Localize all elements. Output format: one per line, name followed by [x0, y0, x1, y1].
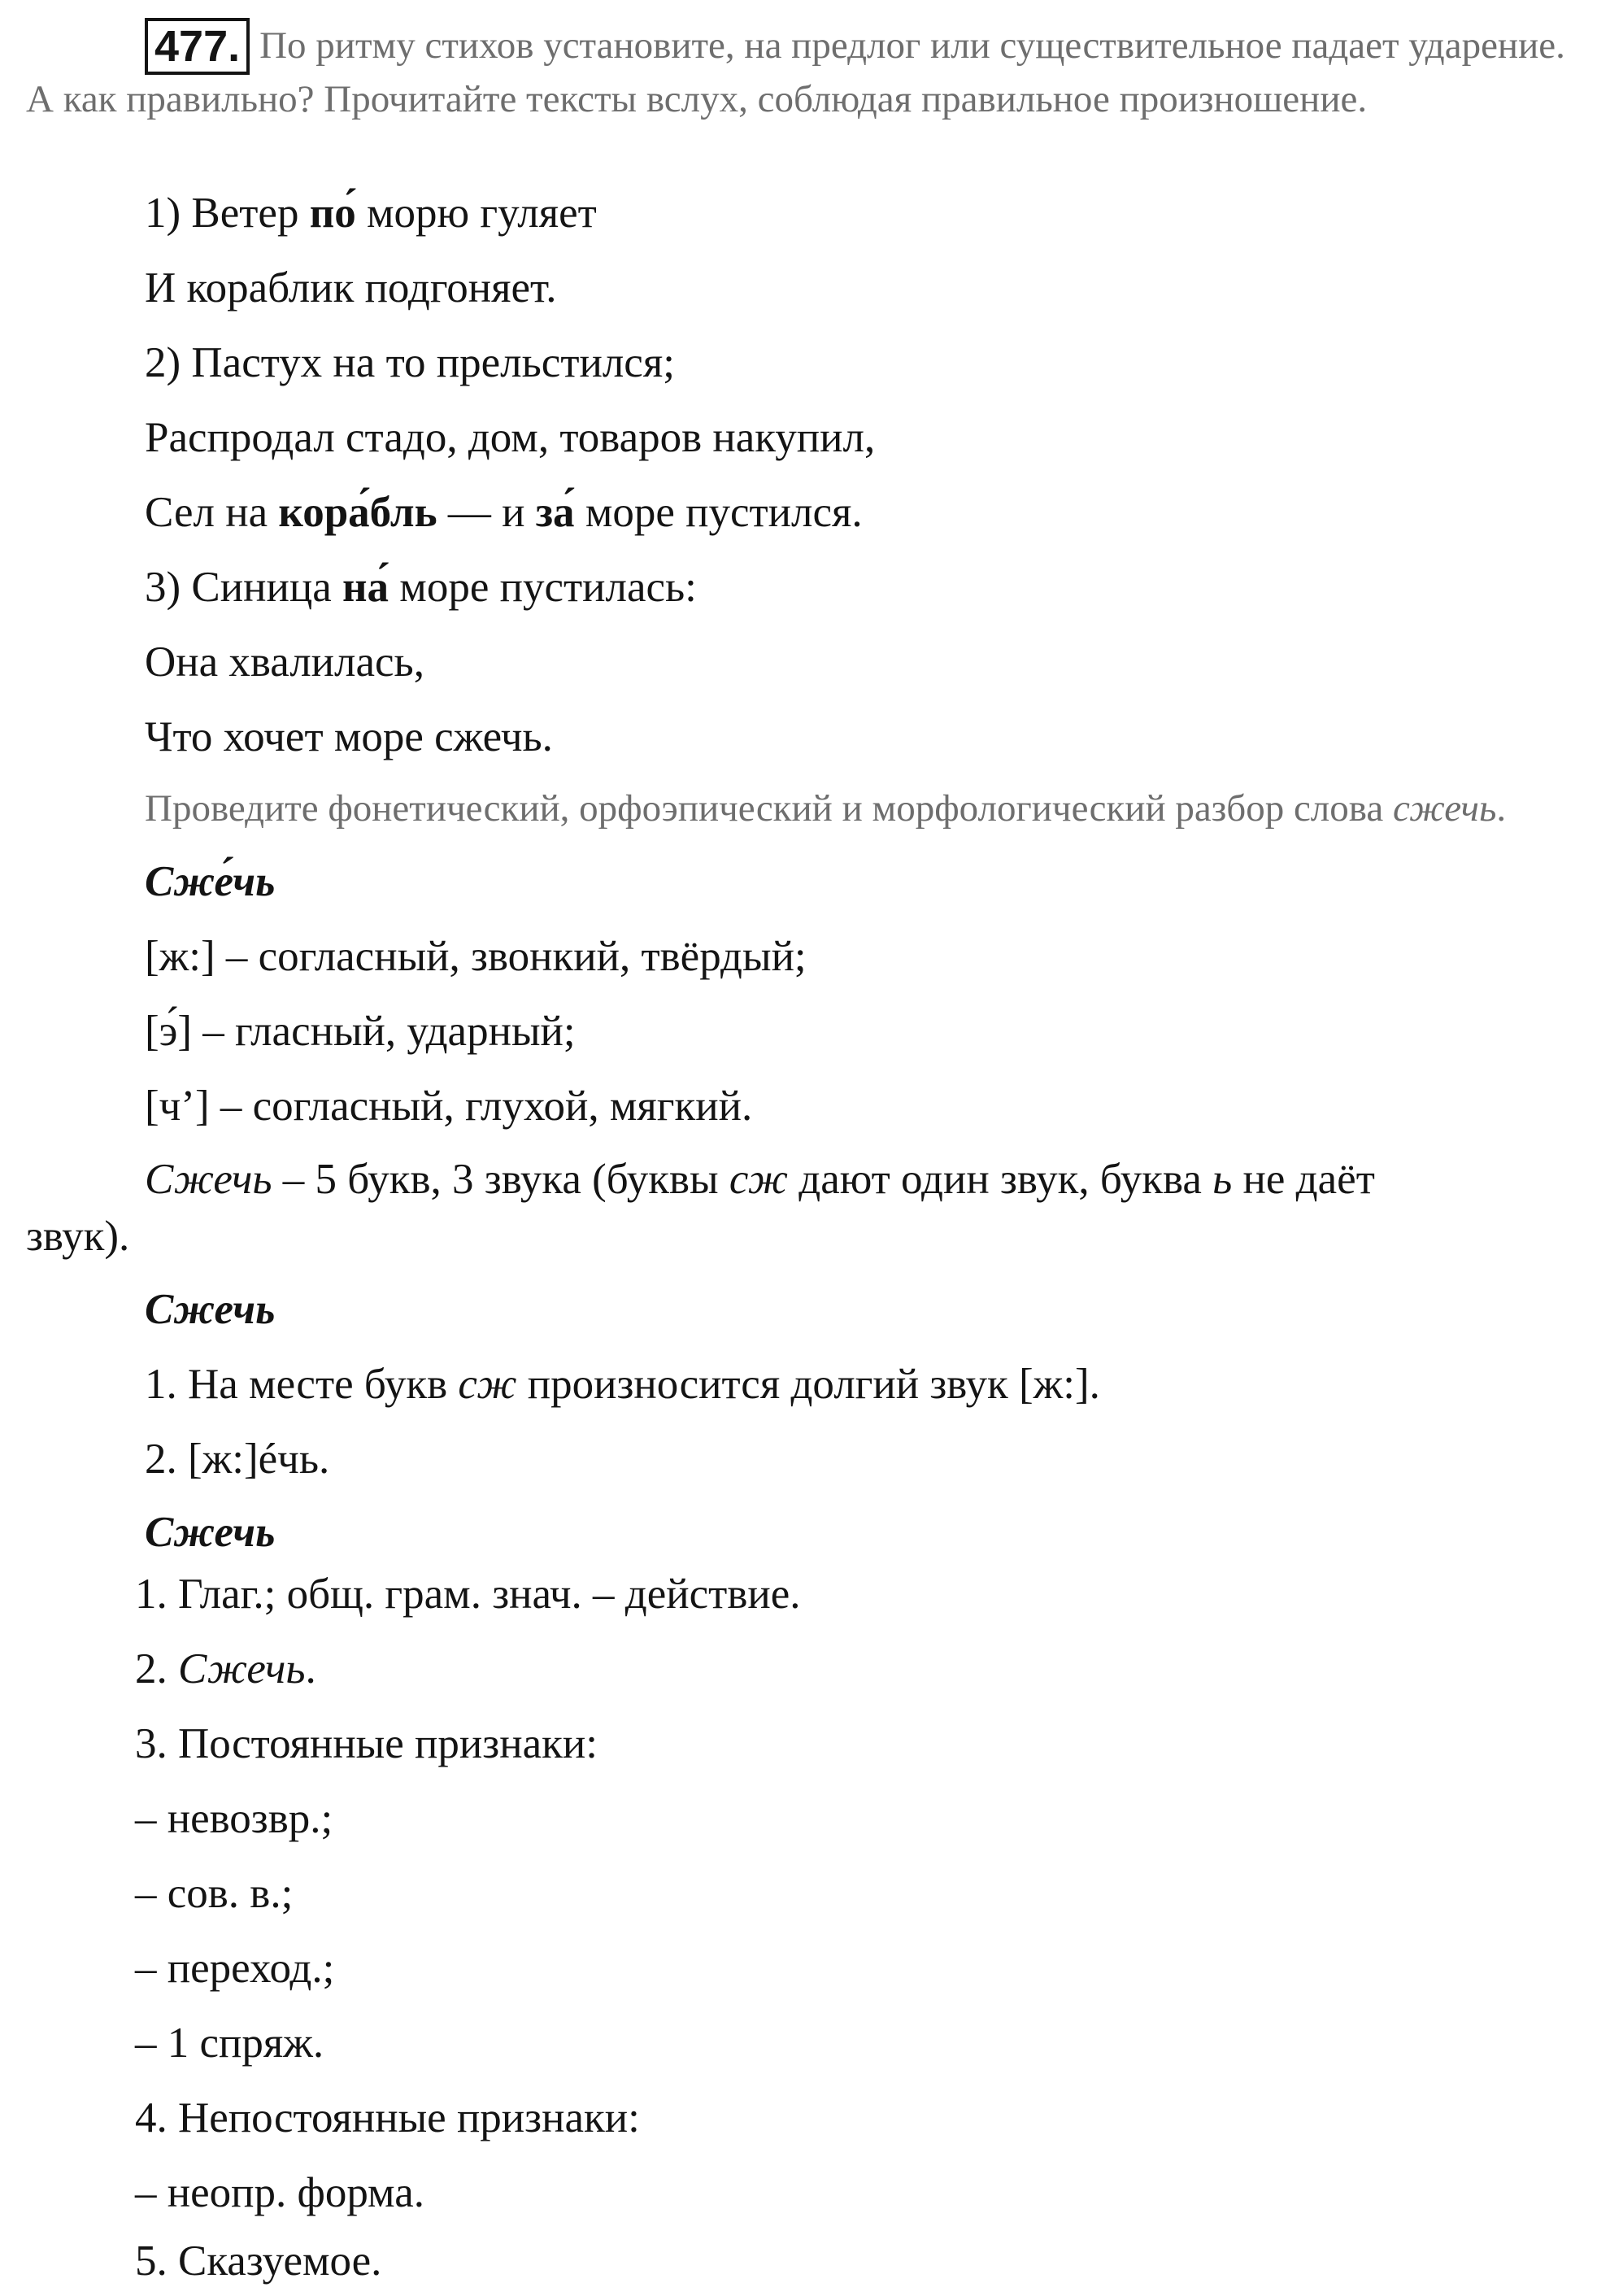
morph-line-1: 1. Глаг.; общ. грам. знач. – действие. — [135, 1571, 801, 1618]
morph-line-3: 3. Постоянные признаки: — [135, 1720, 598, 1767]
orthoepic-heading: Сжечь — [145, 1286, 276, 1333]
phonetic-line-1: [ж:] – согласный, звонкий, твёрдый; — [145, 933, 807, 980]
orthoepic-line-1: 1. На месте букв сж произносится долгий звук [ж:]. — [145, 1361, 1100, 1408]
phonetic-heading: Сже́чь — [145, 858, 276, 905]
orthoepic-line-2: 2. [ж:]éчь. — [145, 1436, 330, 1483]
poem2-line2: Распродал стадо, дом, товаров накупил, — [145, 414, 876, 461]
poem1-line2: И кораблик подгоняет. — [145, 264, 557, 312]
task-instruction — [26, 18, 1571, 124]
stressed-word: на́ — [342, 564, 389, 611]
task-text: По ритму стихов установите, на предлог или существительное падает ударение. А как правильно? Прочитайте тексты вслух, соблюдая правильное произношение. — [26, 24, 1565, 120]
morph-line-9: – неопр. форма. — [135, 2169, 424, 2216]
subtask-instruction: Проведите фонетический, орфоэпический и морфологический разбор слова сжечь. — [145, 787, 1507, 830]
phonetic-summary: Сжечь – 5 букв, 3 звука (буквы сж дают один звук, буква ь не даёт — [145, 1156, 1375, 1203]
task-number: 477. — [145, 18, 250, 75]
morph-line-7: – 1 спряж. — [135, 2019, 324, 2067]
morph-line-6: – переход.; — [135, 1945, 335, 1992]
morph-line-8: 4. Непостоянные признаки: — [135, 2094, 640, 2141]
phonetic-summary-cont: звук). — [26, 1213, 130, 1260]
phonetic-line-2: [э́] – гласный, ударный; — [145, 1008, 576, 1055]
morph-heading: Сжечь — [145, 1509, 276, 1556]
poem2-line1: 2) Пастух на то прельстился; — [145, 339, 675, 386]
morph-line-10: 5. Сказуемое. — [135, 2237, 382, 2285]
morph-line-5: – сов. в.; — [135, 1870, 294, 1917]
stressed-word: за́ — [535, 489, 575, 536]
stressed-word: по́ — [309, 190, 356, 237]
poem1-line1: 1) Ветер по́ морю гуляет — [145, 190, 597, 237]
morph-line-2: 2. Сжечь. — [135, 1645, 316, 1693]
poem3-line1: 3) Синица на́ море пустилась: — [145, 564, 697, 611]
stressed-word: кора́бль — [278, 489, 437, 536]
poem3-line3: Что хочет море сжечь. — [145, 713, 553, 760]
poem3-line2: Она хвалилась, — [145, 638, 424, 686]
poem2-line3: Сел на кора́бль — и за́ море пустился. — [145, 489, 863, 536]
morph-line-4: – невозвр.; — [135, 1795, 333, 1842]
phonetic-line-3: [ч’] – согласный, глухой, мягкий. — [145, 1083, 753, 1130]
